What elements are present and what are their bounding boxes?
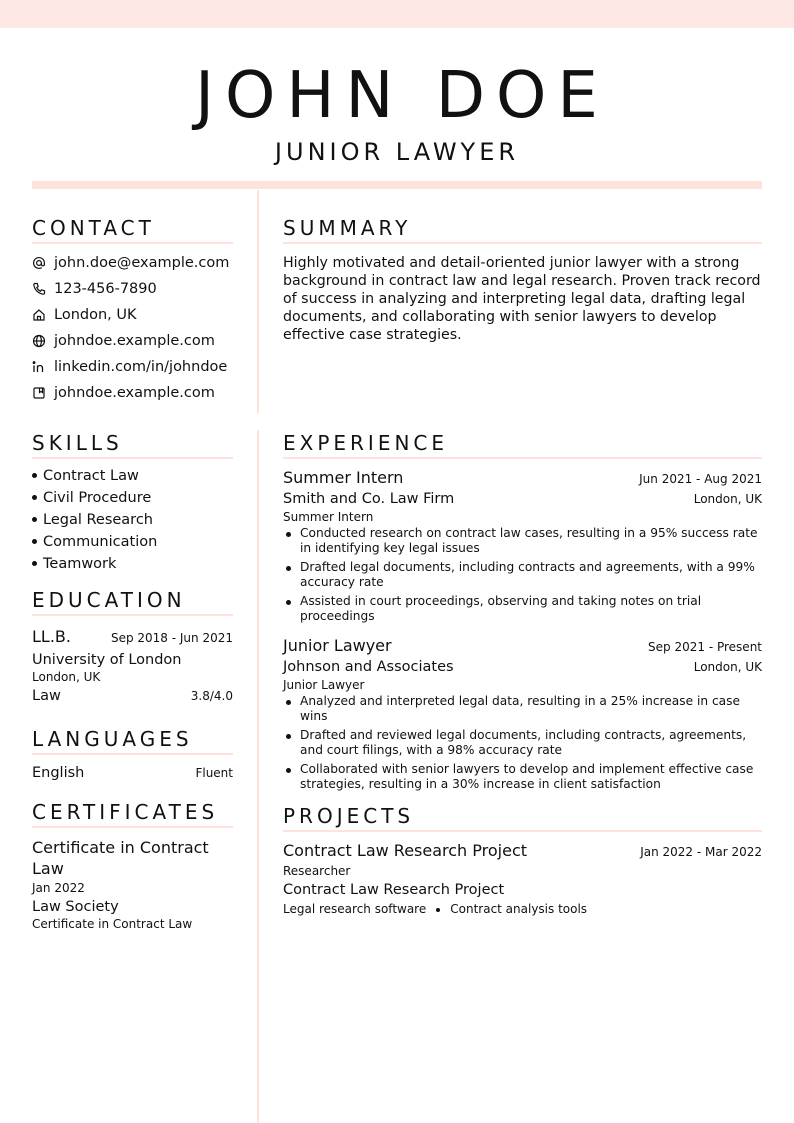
certificate-description: Certificate in Contract Law <box>32 917 193 931</box>
job-bullet: Analyzed and interpreted legal data, resulting in a 25% increase in case wins <box>283 694 762 724</box>
job-entry <box>283 468 762 624</box>
contact-phone-text: 123-456-7890 <box>54 281 157 297</box>
job-company: Johnson and Associates <box>283 659 454 675</box>
column-divider-top <box>257 190 259 413</box>
contact-section <box>32 216 233 406</box>
contact-linkedin-text: linkedin.com/in/johndoe <box>54 359 228 375</box>
job-location: London, UK <box>693 492 762 506</box>
education-heading: EDUCATION <box>32 588 233 616</box>
experience-heading: EXPERIENCE <box>283 431 762 459</box>
project-role: Researcher <box>283 864 351 878</box>
header-divider <box>32 181 762 189</box>
project-subtitle: Contract Law Research Project <box>283 882 505 898</box>
separator-dot <box>436 908 440 912</box>
skill-item: Civil Procedure <box>32 487 233 509</box>
contact-heading: CONTACT <box>32 216 233 244</box>
project-name: Contract Law Research Project <box>283 841 528 860</box>
job-company: Smith and Co. Law Firm <box>283 491 455 507</box>
globe-icon <box>32 334 46 348</box>
job-bullet: Assisted in court proceedings, observing and taking notes on trial proceedings <box>283 594 762 624</box>
job-subtitle: Junior Lawyer <box>283 678 365 692</box>
contact-phone[interactable] <box>32 276 233 302</box>
contact-portfolio-text: johndoe.example.com <box>54 385 215 401</box>
project-dates: Jan 2022 - Mar 2022 <box>640 845 762 859</box>
candidate-name: JOHN DOE <box>195 59 609 133</box>
education-dates: Sep 2018 - Jun 2021 <box>110 631 233 645</box>
project-tools <box>283 902 762 916</box>
skills-section <box>32 431 233 575</box>
job-subtitle: Summer Intern <box>283 510 374 524</box>
top-accent-band <box>0 0 794 28</box>
portfolio-icon <box>32 386 46 400</box>
resume-header <box>0 58 794 168</box>
job-bullets <box>283 526 762 624</box>
contact-portfolio[interactable] <box>32 380 233 406</box>
contact-email-text: john.doe@example.com <box>54 255 230 271</box>
candidate-title: JUNIOR LAWYER <box>274 138 520 166</box>
job-position: Summer Intern <box>283 468 404 487</box>
summary-text: Highly motivated and detail-oriented junior lawyer with a strong background in contract law and legal research. Proven track record of success in analyzing and interpreting legal data, drafting legal documents, and collaborating with senior lawyers to develop effective case strategies. <box>283 255 761 343</box>
education-school: University of London <box>32 652 182 668</box>
skill-item: Teamwork <box>32 553 233 575</box>
certificate-name: Certificate in Contract Law <box>32 838 209 878</box>
projects-heading: PROJECTS <box>283 804 762 832</box>
job-bullet: Collaborated with senior lawyers to develop and implement effective case strategies, resulting in a 30% increase in client satisfaction <box>283 762 762 792</box>
phone-icon <box>32 282 46 296</box>
skill-list <box>32 465 233 575</box>
contact-linkedin[interactable] <box>32 354 233 380</box>
language-name: English <box>32 765 85 781</box>
at-icon <box>32 256 46 270</box>
languages-section <box>32 727 233 781</box>
column-divider-bottom <box>257 430 259 1123</box>
certificates-section <box>32 800 233 931</box>
education-location: London, UK <box>32 670 101 684</box>
contact-location-text: London, UK <box>54 307 137 323</box>
summary-section <box>283 216 762 344</box>
home-icon <box>32 308 46 322</box>
contact-list <box>32 250 233 406</box>
languages-heading: LANGUAGES <box>32 727 233 755</box>
linkedin-icon <box>32 360 46 374</box>
contact-location <box>32 302 233 328</box>
certificates-heading: CERTIFICATES <box>32 800 233 828</box>
contact-email[interactable] <box>32 250 233 276</box>
education-grade: 3.8/4.0 <box>190 689 233 703</box>
language-item <box>32 765 233 781</box>
job-bullet: Drafted legal documents, including contracts and agreements, with a 99% accuracy rate <box>283 560 762 590</box>
job-bullets <box>283 694 762 792</box>
skill-item: Legal Research <box>32 509 233 531</box>
language-level: Fluent <box>195 766 233 780</box>
job-bullet: Drafted and reviewed legal documents, including contracts, agreements, and court filings, with a 98% accuracy rate <box>283 728 762 758</box>
skill-item: Contract Law <box>32 465 233 487</box>
job-dates: Jun 2021 - Aug 2021 <box>639 472 762 486</box>
skill-item: Communication <box>32 531 233 553</box>
job-dates: Sep 2021 - Present <box>648 640 762 654</box>
contact-website[interactable] <box>32 328 233 354</box>
skills-heading: SKILLS <box>32 431 233 459</box>
education-degree: LL.B. <box>32 627 71 646</box>
job-entry <box>283 636 762 792</box>
certificate-issuer: Law Society <box>32 899 119 915</box>
project-tool: Contract analysis tools <box>450 902 588 916</box>
experience-section <box>283 431 762 796</box>
project-tool: Legal research software <box>283 902 427 916</box>
projects-section <box>283 804 762 916</box>
job-position: Junior Lawyer <box>283 636 392 655</box>
certificate-date: Jan 2022 <box>32 881 85 895</box>
contact-website-text: johndoe.example.com <box>54 333 215 349</box>
education-section <box>32 588 233 704</box>
summary-heading: SUMMARY <box>283 216 762 244</box>
job-bullet: Conducted research on contract law cases, resulting in a 95% success rate in identifying key legal issues <box>283 526 762 556</box>
education-field: Law <box>32 688 61 704</box>
job-location: London, UK <box>693 660 762 674</box>
